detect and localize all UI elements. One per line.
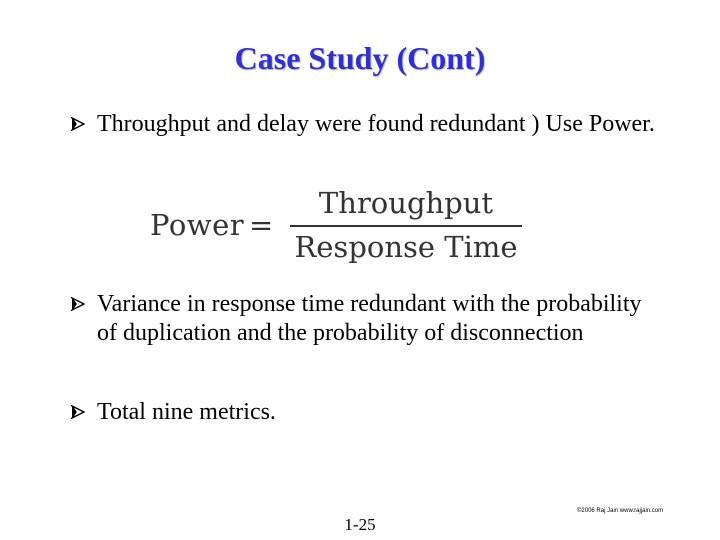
copyright-notice: ©2006 Raj Jain www.rajjain.com <box>577 508 664 514</box>
equation-numerator: Throughput <box>318 186 494 220</box>
fraction-bar <box>290 225 522 227</box>
arrowhead-bullet-icon <box>71 117 85 131</box>
bullet-text-2: Variance in response time redundant with the probability of duplication and the probability of disconnection <box>97 291 642 346</box>
page-number: 1-25 <box>344 515 376 534</box>
arrowhead-bullet-icon <box>71 405 85 419</box>
equation-denominator: Response Time <box>294 230 518 264</box>
bullet-text-1: Throughput and delay were found redundant ) Use Power. <box>97 111 655 137</box>
arrowhead-bullet-icon <box>71 297 85 311</box>
bullet-text-3: Total nine metrics. <box>97 399 276 425</box>
slide-title: Case Study (Cont) <box>234 40 486 76</box>
equation-equals: = <box>249 208 274 242</box>
equation-lhs: Power <box>150 208 245 242</box>
power-equation <box>150 183 530 265</box>
